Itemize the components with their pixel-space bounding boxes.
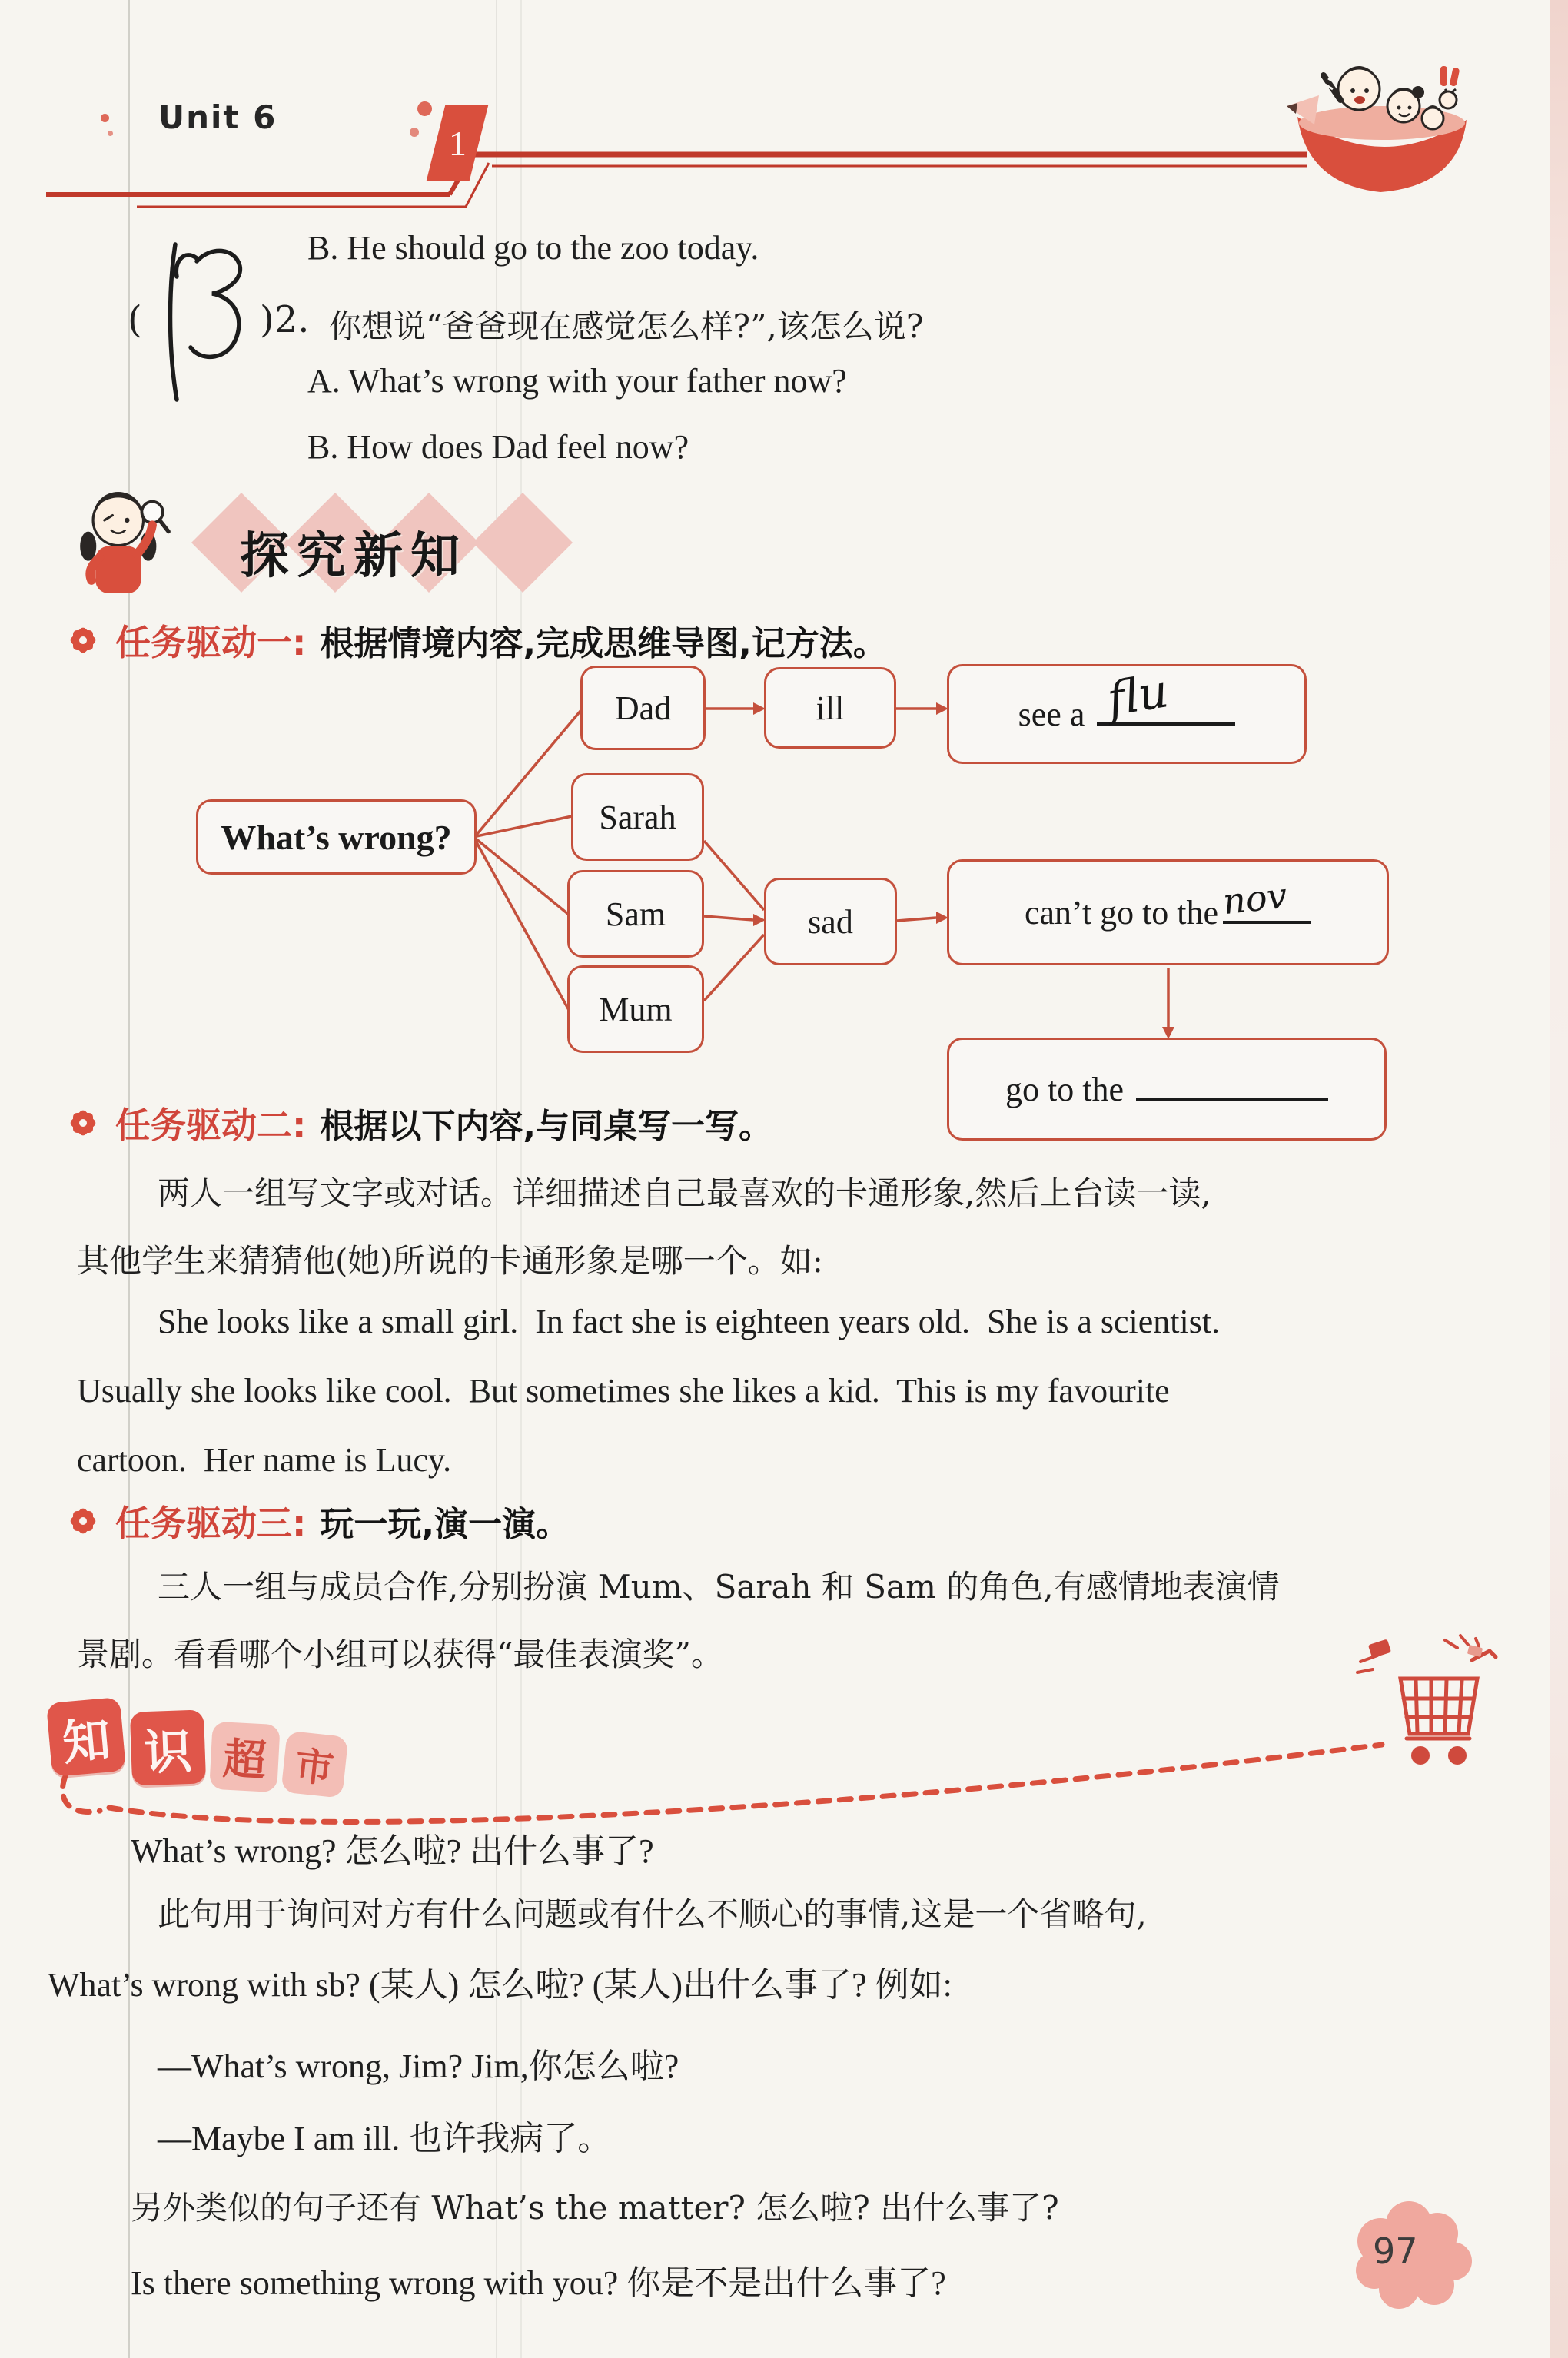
gear-icon [65,1104,101,1141]
q2-open-paren: ( [128,298,142,341]
mindmap-go-to [947,1038,1387,1141]
knowledge-line-4: —What’s wrong, Jim? Jim,你怎么啦? [158,2047,679,2085]
mindmap-cant-go [947,859,1389,965]
unit-tab-slab [427,105,489,181]
girl-explorer-icon [68,478,175,624]
task2-example-2: Usually she looks like cool. But sometimes she likes a kid. This is my favourite [77,1372,1170,1410]
q2-option-a: A. What’s wrong with your father now? [307,362,847,400]
badge-char: 市 [281,1731,348,1798]
task2-para1: 两人一组写文字或对话。详细描述自己最喜欢的卡通形象,然后上台读一读, [158,1174,1211,1212]
task1-label: 任务驱动一: [115,622,307,663]
unit-tab-number: 1 [448,123,467,163]
decor-dot [410,128,419,137]
see-a-text: see a [1018,695,1085,733]
q2-option-b: B. How does Dad feel now? [307,428,689,466]
mindmap-dad: Dad [580,666,706,750]
mindmap-sarah: Sarah [571,773,704,861]
mindmap-sam: Sam [567,870,704,958]
knowledge-line-3: What’s wrong with sb? (某人) 怎么啦? (某人)出什么事了? 例如: [48,1966,952,2004]
mindmap-ill: ill [764,667,896,749]
see-a-handwriting: flu [1104,663,1173,727]
scan-edge [1550,0,1568,2358]
task2-example-3: cartoon. Her name is Lucy. [77,1441,452,1479]
knowledge-line-5: —Maybe I am ill. 也许我病了。 [158,2120,612,2157]
cant-go-handwriting: nov [1221,874,1289,922]
task2-row [65,1098,772,1148]
task3-text: 玩一玩,演一演。 [320,1505,570,1544]
q2-question: 你想说“爸爸现在感觉怎么样?”,该怎么说? [329,307,924,345]
task1-row [65,615,887,666]
gear-icon [65,622,101,659]
decor-dot [108,131,113,136]
cant-go-text: can’t go to the [1024,893,1219,932]
mindmap-mum: Mum [567,965,704,1053]
page-number: 97 [1373,2230,1418,2272]
explore-title: 探究新知 [240,527,467,585]
task3-para1: 三人一组与成员合作,分别扮演 Mum、Sarah 和 Sam 的角色,有感情地表演情 [158,1568,1280,1606]
decor-dot [101,114,109,122]
badge-char: 知 [46,1697,126,1777]
badge-char: 识 [130,1709,206,1785]
knowledge-line-1: What’s wrong? 怎么啦? 出什么事了? [131,1832,654,1870]
knowledge-line-7: Is there something wrong with you? 你是不是出什么事了? [131,2264,946,2302]
see-a-blank [1097,663,1235,727]
task2-label: 任务驱动二: [115,1104,307,1146]
unit-title: Unit 6 [158,98,277,136]
mindmap-sad: sad [764,878,897,965]
badge-char: 超 [209,1722,280,1792]
knowledge-line-2: 此句用于询问对方有什么问题或有什么不顺心的事情,这是一个省略句, [158,1895,1147,1933]
mindmap-root: What’s wrong? [196,799,477,875]
q2-number: )2. [260,298,310,341]
mindmap-see-a [947,664,1307,764]
task2-example-1: She looks like a small girl. In fact she is eighteen years old. She is a scientist. [158,1303,1221,1340]
cant-go-blank [1221,874,1311,924]
gear-icon [65,1503,101,1539]
decor-dot [417,101,432,116]
go-to-text: go to the [1005,1070,1124,1108]
decor-diamond [473,493,573,593]
knowledge-market-badge [49,1700,349,1792]
task3-row [65,1496,570,1546]
handwritten-answer-b [146,231,261,423]
task3-para2: 景剧。看看哪个小组可以获得“最佳表演奖”。 [77,1636,723,1673]
knowledge-line-6: 另外类似的句子还有 What’s the matter? 怎么啦? 出什么事了? [131,2189,1059,2227]
kids-pencil-boat-illustration [1282,55,1482,209]
task1-text: 根据情境内容,完成思维导图,记方法。 [320,624,887,663]
go-to-blank [1136,1093,1328,1101]
task2-para2: 其他学生来猜猜他(她)所说的卡通形象是哪一个。如: [77,1242,823,1280]
task3-label: 任务驱动三: [115,1503,307,1544]
quiz-option-b1: B. He should go to the zoo today. [307,229,759,267]
shopping-cart-icon [1353,1631,1507,1792]
task2-text: 根据以下内容,与同桌写一写。 [320,1107,773,1146]
